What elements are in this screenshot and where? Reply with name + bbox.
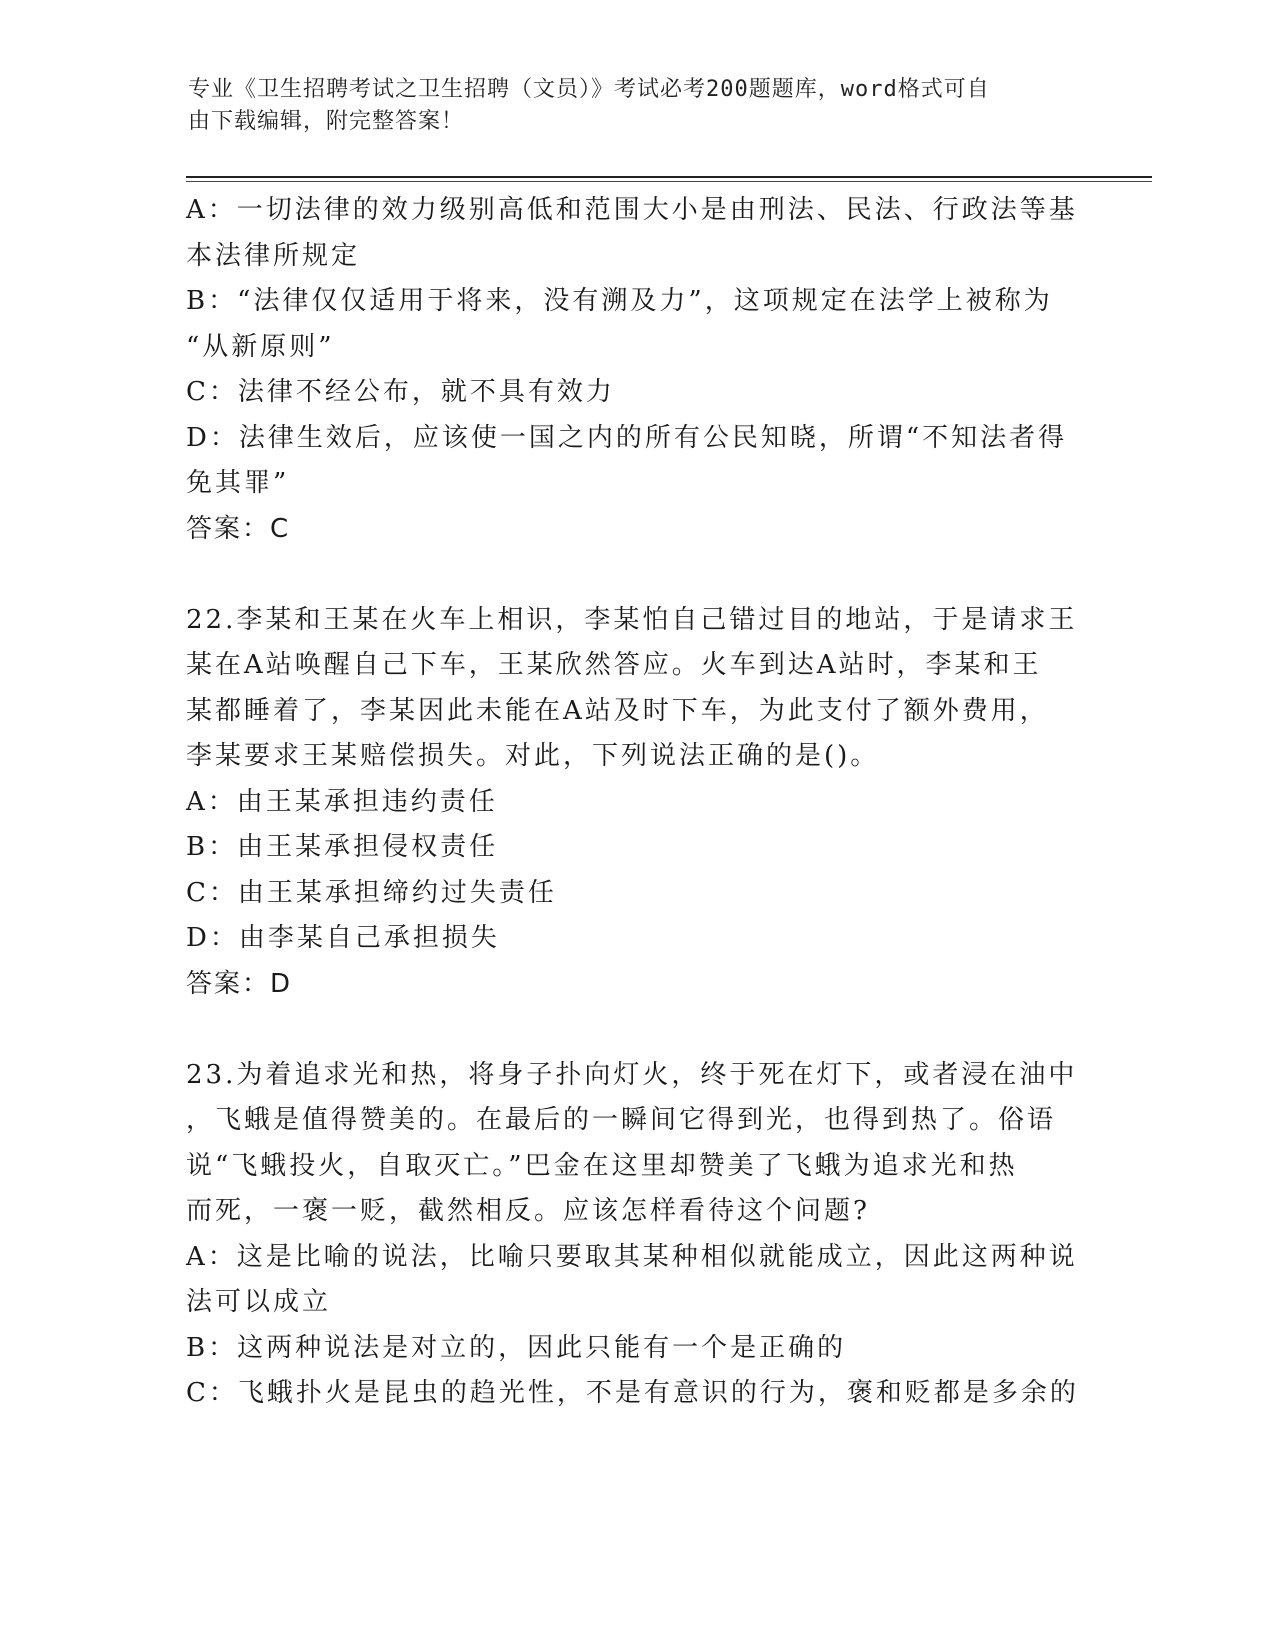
question-22-answer: 答案：D	[186, 968, 293, 999]
question-21-option-d	[186, 416, 1076, 507]
question-22-option-d: D：由李某自己承担损失	[186, 923, 500, 953]
stem-line: 说“飞蛾投火，自取灭亡。”巴金在这里却赞美了飞蛾为追求光和热	[186, 1150, 1018, 1181]
question-21	[186, 188, 1076, 552]
document-header	[188, 74, 1068, 138]
question-22-option-a: A：由王某承担违约责任	[186, 786, 498, 817]
header-line-1: 专业《卫生招聘考试之卫生招聘（文员）》考试必考200题题库，word格式可自	[188, 77, 990, 102]
option-line: 法可以成立	[186, 1287, 332, 1317]
option-line: C：飞蛾扑火是昆虫的趋光性，不是有意识的行为，褒和贬都是多余的	[186, 1378, 1079, 1408]
question-21-option-a	[186, 188, 1076, 279]
spacer	[186, 552, 1076, 598]
option-line: B：这两种说法是对立的，因此只能有一个是正确的	[186, 1332, 847, 1363]
question-21-option-c	[186, 370, 1076, 416]
stem-line: 李某要求王某赔偿损失。对此，下列说法正确的是()。	[186, 741, 880, 771]
question-23-option-c	[186, 1371, 1079, 1417]
question-23	[186, 1053, 1079, 1417]
header-rule-thin	[186, 181, 1152, 182]
option-line: 免其罪”	[186, 468, 290, 498]
stem-line: ，飞蛾是值得赞美的。在最后的一瞬间它得到光，也得到热了。俗语	[186, 1105, 1057, 1135]
option-line: B：“法律仅仅适用于将来，没有溯及力”，这项规定在法学上被称为	[186, 286, 1053, 316]
stem-line: 23.为着追求光和热，将身子扑向灯火，终于死在灯下，或者浸在油中	[186, 1059, 1078, 1090]
spacer	[186, 1007, 1076, 1053]
question-22-stem	[186, 598, 1076, 780]
option-line: “从新原则”	[186, 331, 335, 362]
stem-line: 某都睡着了，李某因此未能在A站及时下车，为此支付了额外费用，	[186, 695, 1049, 726]
question-21-answer: 答案：C	[186, 513, 291, 544]
header-line-2: 由下载编辑，附完整答案！	[188, 109, 465, 134]
question-23-stem	[186, 1053, 1076, 1235]
question-content	[186, 188, 1079, 1417]
option-line: A：这是比喻的说法，比喻只要取其某种相似就能成立，因此这两种说	[186, 1241, 1078, 1272]
option-line: C：法律不经公布，就不具有效力	[186, 377, 615, 407]
header-rule-thick	[186, 176, 1152, 178]
question-23-option-a	[186, 1235, 1076, 1326]
option-line: A：一切法律的效力级别高低和范围大小是由刑法、民法、行政法等基	[186, 195, 1078, 225]
stem-line: 22.李某和王某在火车上相识，李某怕自己错过目的地站，于是请求王	[186, 604, 1078, 635]
option-line: 本法律所规定	[186, 240, 361, 271]
option-line: D：法律生效后，应该使一国之内的所有公民知晓，所谓“不知法者得	[186, 422, 1068, 453]
question-22-option-b: B：由王某承担侵权责任	[186, 832, 499, 862]
question-22-option-c: C：由王某承担缔约过失责任	[186, 877, 557, 908]
stem-line: 而死，一褒一贬，截然相反。应该怎样看待这个问题?	[186, 1196, 870, 1226]
question-22	[186, 598, 1076, 1008]
question-21-option-b	[186, 279, 1076, 370]
stem-line: 某在A站唤醒自己下车，王某欣然答应。火车到达A站时，李某和王	[186, 650, 1042, 680]
question-23-option-b	[186, 1326, 1076, 1372]
